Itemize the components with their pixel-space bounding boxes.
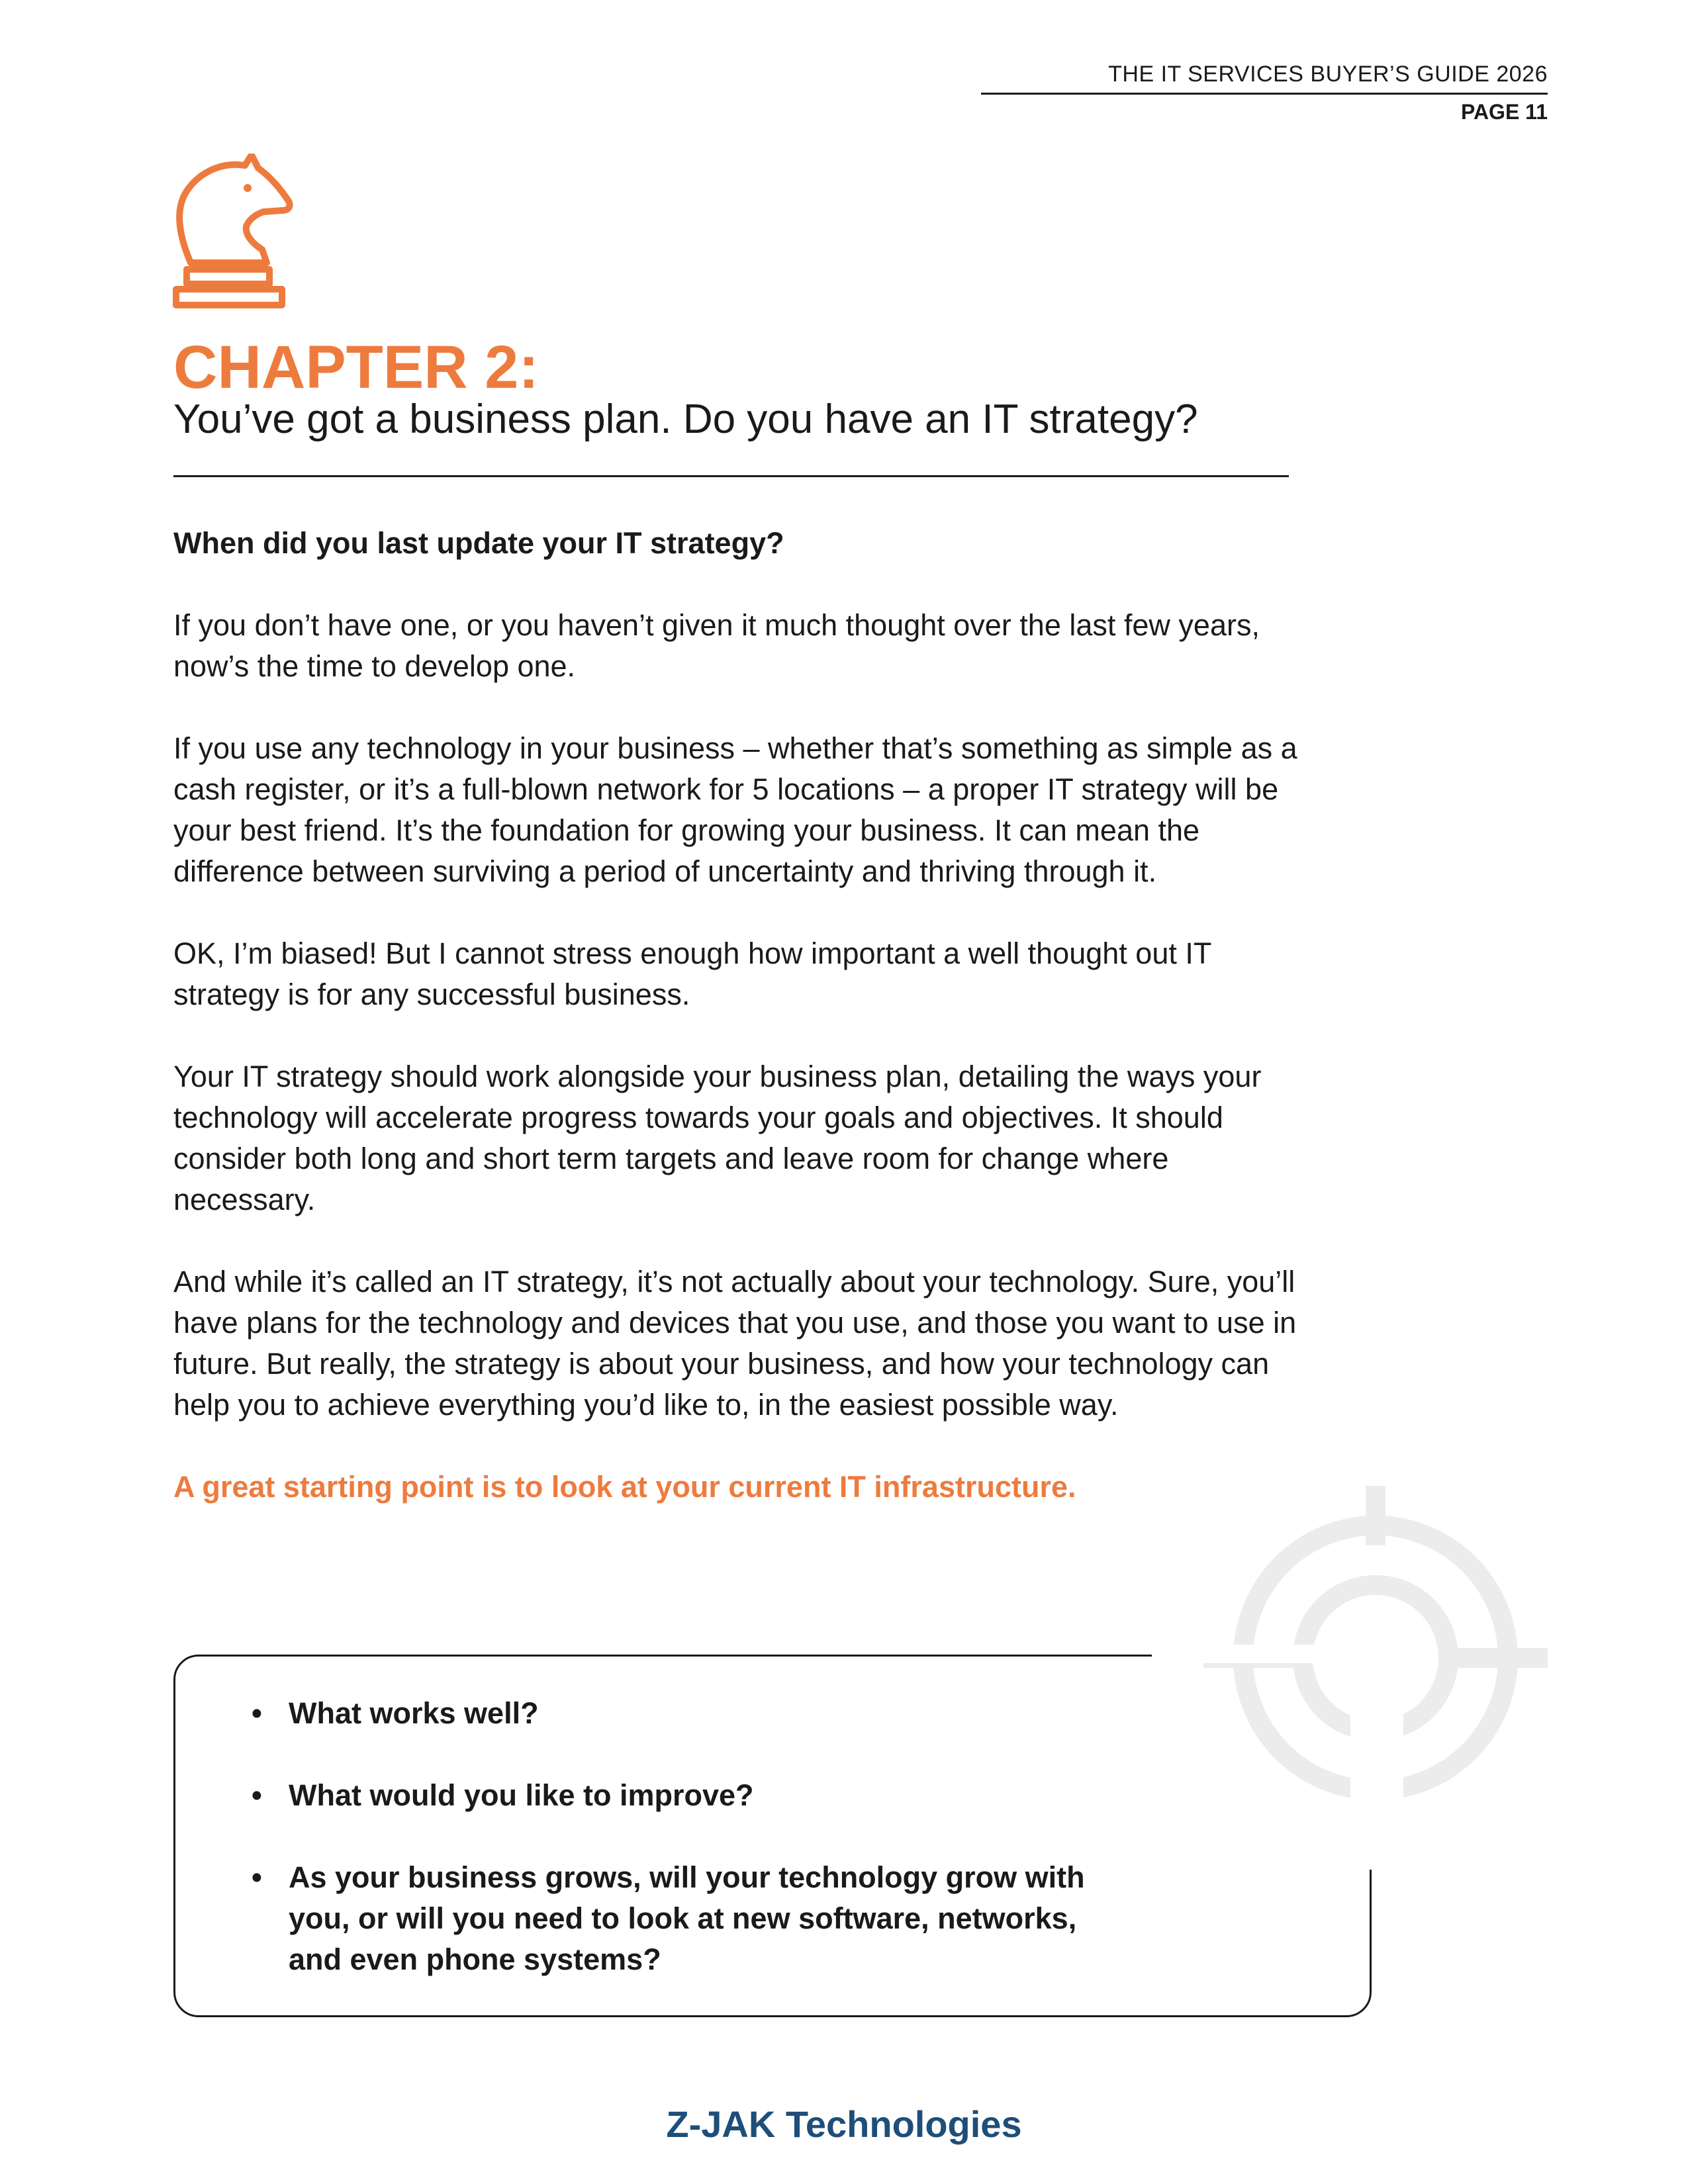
paragraph: Your IT strategy should work alongside your business plan, detailing the ways your technology will accelerate progress towards your goals and objectives. It should consider both long and short term targets and leave room for change where necessary.	[173, 1060, 1262, 1216]
running-header	[1108, 61, 1548, 87]
footer-brand: Z-JAK Technologies	[666, 2103, 1022, 2145]
header-divider	[981, 93, 1548, 95]
paragraph: OK, I’m biased! But I cannot stress enough how important a well thought out IT strategy is for any successful business.	[173, 936, 1211, 1011]
highlight-statement: A great starting point is to look at your current IT infrastructure.	[173, 1470, 1076, 1504]
chess-knight-icon	[171, 154, 297, 309]
questions-list	[252, 1693, 1112, 2021]
list-item: • What works well?	[252, 1696, 539, 1730]
body-content	[173, 523, 1299, 1508]
guide-title: THE IT SERVICES BUYER’S GUIDE 2026	[1108, 62, 1548, 87]
chapter-title: CHAPTER 2:	[173, 334, 539, 401]
section-question-heading: When did you last update your IT strategy?	[173, 526, 784, 560]
box-frame-mask	[1152, 1645, 1403, 1870]
list-item: • What would you like to improve?	[252, 1778, 754, 1812]
paragraph: And while it’s called an IT strategy, it’s not actually about your technology. Sure, you’ll have plans for the technology and devices that you use, and those you want to use in future. But really, the strategy is about your business, and how your technology can help you to achieve everything you’d like to, in the easiest possible way.	[173, 1265, 1297, 1422]
title-divider	[173, 475, 1289, 477]
paragraph: If you use any technology in your business – whether that’s something as simple as a cash register, or it’s a full-blown network for 5 locations – a proper IT strategy will be your best friend. It’s the foundation for growing your business. It can mean the difference between surviving a period of uncertainty and thriving through it.	[173, 731, 1297, 888]
page-number: PAGE 11	[1460, 100, 1548, 124]
paragraph: If you don’t have one, or you haven’t given it much thought over the last few years, now’s the time to develop one.	[173, 608, 1260, 683]
chapter-subtitle: You’ve got a business plan. Do you have an IT strategy?	[173, 396, 1198, 442]
list-item: • As your business grows, will your technology grow with you, or will you need to look at new software, networks, and even phone systems?	[252, 1860, 1085, 1976]
